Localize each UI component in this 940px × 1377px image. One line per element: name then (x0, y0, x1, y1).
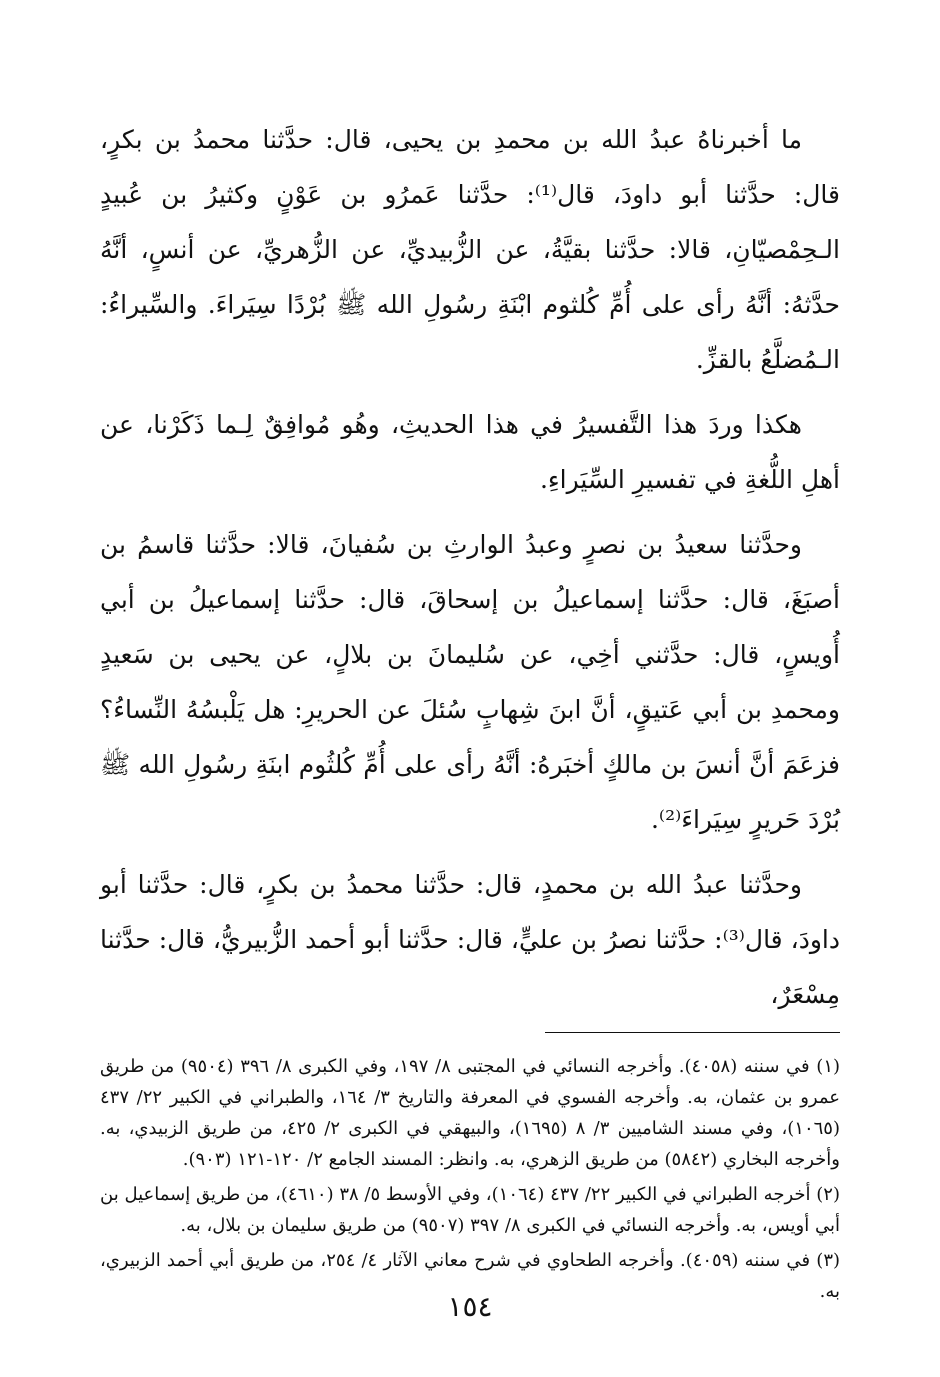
paragraph-3: وحدَّثنا سعيدُ بن نصرٍ وعبدُ الوارثِ بن سُفيانَ، قالا: حدَّثنا قاسمُ بن أصبَغَ، قال: حدَّثنا إسماعيلُ بن إسحاقَ، قال: حدَّثنا إسماعيلُ بن أبي أُويسٍ، قال: حدَّثني أخِي، عن سُليمانَ بن بلالٍ، عن يحيى بن سَعيدٍ ومحمدِ بن أبي عَتيقٍ، أنَّ ابنَ شِهابٍ سُئلَ عن الحريرِ: هل يَلْبسُهُ النِّساءُ؟ فزعَمَ أنَّ أنسَ بن مالكٍ أخبَرهُ: أنَّهُ رأى على أُمِّ كُلثُوم ابنَةِ رسُولِ الله ﷺ بُرْدَ حَريرٍ سِيَراءَ⁽²⁾. (100, 530, 840, 834)
paragraph-2: هكذا وردَ هذا التَّفسيرُ في هذا الحديثِ، وهُو مُوافِقٌ لِـما ذَكَرْنا، عن أهلِ اللُّغةِ في تفسيرِ السِّيَراءِ. (100, 410, 840, 494)
page-number: ١٥٤ (447, 1290, 493, 1323)
paragraph-1: ما أخبرناهُ عبدُ الله بن محمدِ بن يحيى، قال: حدَّثنا محمدُ بن بكرٍ، قال: حدَّثنا أبو داودَ، قال⁽¹⁾: حدَّثنا عَمرُو بن عَوْنٍ وكثيرُ بن عُبيدٍ الـحِمْصيّانِ، قالا: حدَّثنا بقيَّةُ، عن الزُّبيديِّ، عن الزُّهريِّ، عن أنسٍ، أنَّهُ حدَّثهُ: أنَّهُ رأى على أُمِّ كُلثوم ابْنَةِ رسُولِ الله ﷺ بُرْدًا سِيَراءَ. والسِّيراءُ: الـمُضلَّعُ بالقزِّ. (100, 125, 840, 374)
main-text (100, 112, 840, 1022)
footnote-text: أخرجه الطبراني في الكبير ٢٢/ ٤٣٧ (١٠٦٤)، وفي الأوسط ٥/ ٣٨ (٤٦١٠)، من طريق إسماعيل بن أبي أويس، به. وأخرجه النسائي في الكبرى ٨/ ٣٩٧ (٩٥٠٧) من طريق سليمان بن بلال، به. (100, 1184, 840, 1236)
footnote-text: في سننه (٤٠٥٩). وأخرجه الطحاوي في شرح معاني الآثار ٤/ ٢٥٤، من طريق أبي أحمد الزبيري، به. (100, 1250, 840, 1302)
footnote-text: في سننه (٤٠٥٨). وأخرجه النسائي في المجتبى ٨/ ١٩٧، وفي الكبرى ٨/ ٣٩٦ (٩٥٠٤) من طريق عمرو بن عثمان، به. وأخرجه الفسوي في المعرفة والتاريخ ٣/ ١٦٤، والطبراني في الكبير ٢٢/ ٤٣٧ (١٠٦٥)، وفي مسند الشاميين ٣/ ٨ (١٦٩٥)، والبيهقي في الكبرى ٢/ ٤٢٥، من طريق الزبيدي، به. وأخرجه البخاري (٥٨٤٢) من طريق الزهري، به. وانظر: المسند الجامع ٢/ ١٢٠-١٢١ (٩٠٣). (100, 1056, 840, 1170)
footnote-1 (100, 1051, 840, 1175)
footnote-separator (545, 1032, 840, 1033)
footnote-number: (٢) (816, 1184, 840, 1205)
footnote-number: (١) (816, 1056, 841, 1077)
footnotes (100, 1051, 840, 1307)
footnote-2 (100, 1179, 840, 1241)
footnote-number: (٣) (816, 1250, 841, 1271)
paragraph-4: وحدَّثنا عبدُ الله بن محمدٍ، قال: حدَّثنا محمدُ بن بكرٍ، قال: حدَّثنا أبو داودَ، قال⁽³⁾: حدَّثنا نصرُ بن عليٍّ، قال: حدَّثنا أبو أحمد الزُّبيريُّ، قال: حدَّثنا مِسْعَرٌ، (100, 870, 841, 1009)
